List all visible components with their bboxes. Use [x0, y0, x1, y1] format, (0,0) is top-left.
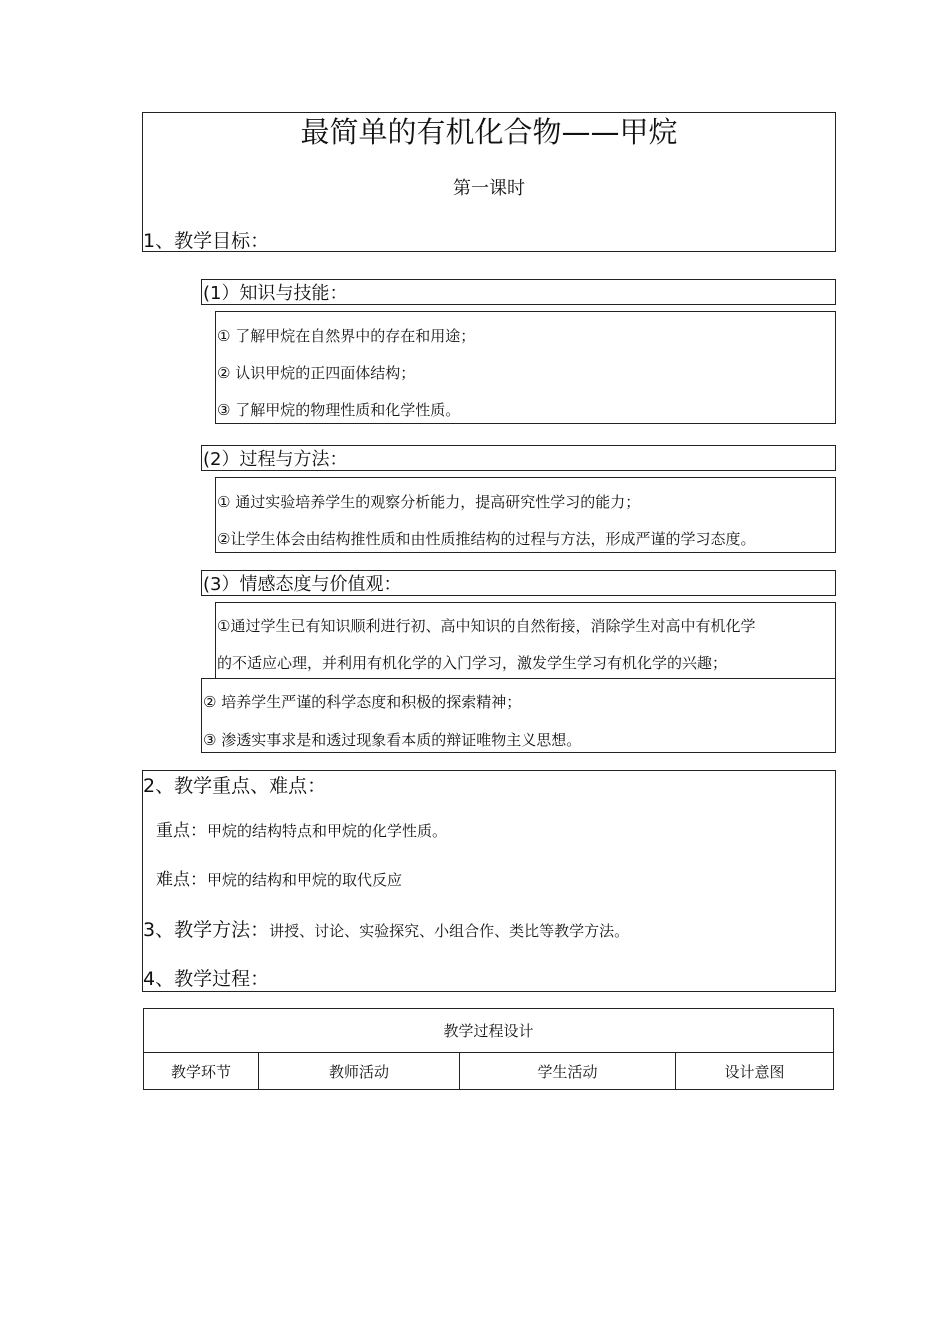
difficult-point-label: 难点：: [156, 870, 207, 890]
column-header-design-intent: 设计意图: [676, 1053, 834, 1090]
sub3-item-1-line-1: ①通过学生已有知识顺利进行初、高中知识的自然衔接，消除学生对高中有机化学: [217, 617, 756, 635]
process-table-title: 教学过程设计: [144, 1009, 834, 1053]
column-header-stage: 教学环节: [144, 1053, 259, 1090]
sub1-item-3: ③ 了解甲烷的物理性质和化学性质。: [217, 401, 461, 419]
key-point-label: 重点：: [156, 821, 207, 841]
column-header-teacher-activity: 教师活动: [259, 1053, 460, 1090]
section1-heading: 1、教学目标：: [143, 230, 270, 252]
sub3-heading: (3）情感态度与价值观：: [203, 574, 402, 595]
sub3-item-1-line-2: 的不适应心理，并利用有机化学的入门学习，激发学生学习有机化学的兴趣；: [217, 654, 728, 672]
sub2-item-1: ① 通过实验培养学生的观察分析能力，提高研究性学习的能力；: [217, 493, 641, 511]
page-subtitle: 第一课时: [453, 178, 525, 199]
sub2-heading: (2）过程与方法：: [203, 449, 348, 470]
page-title: 最简单的有机化合物——甲烷: [300, 115, 678, 149]
difficult-point: [156, 869, 402, 891]
section4-heading: 4、教学过程：: [143, 968, 270, 990]
section3-heading: 3、教学方法：: [143, 919, 270, 941]
sub1-item-1: ① 了解甲烷在自然界中的存在和用途；: [217, 327, 476, 345]
key-point-text: 甲烷的结构特点和甲烷的化学性质。: [207, 822, 448, 840]
column-header-student-activity: 学生活动: [460, 1053, 676, 1090]
section3-text: 讲授、讨论、实验探究、小组合作、类比等教学方法。: [269, 922, 630, 940]
sub3-item-2: ② 培养学生严谨的科学态度和积极的探索精神；: [203, 693, 522, 711]
sub1-item-2: ② 认识甲烷的正四面体结构；: [217, 364, 416, 382]
section2-heading: 2、教学重点、难点：: [143, 775, 327, 797]
sub2-item-2: ②让学生体会由结构推性质和由性质推结构的过程与方法，形成严谨的学习态度。: [217, 530, 756, 548]
difficult-point-text: 甲烷的结构和甲烷的取代反应: [207, 871, 403, 889]
process-table: [143, 1008, 834, 1090]
sub1-heading: (1）知识与技能：: [203, 283, 348, 304]
key-point: [156, 820, 447, 842]
section3: [143, 917, 629, 943]
sub3-item-3: ③ 渗透实事求是和透过现象看本质的辩证唯物主义思想。: [203, 731, 582, 749]
